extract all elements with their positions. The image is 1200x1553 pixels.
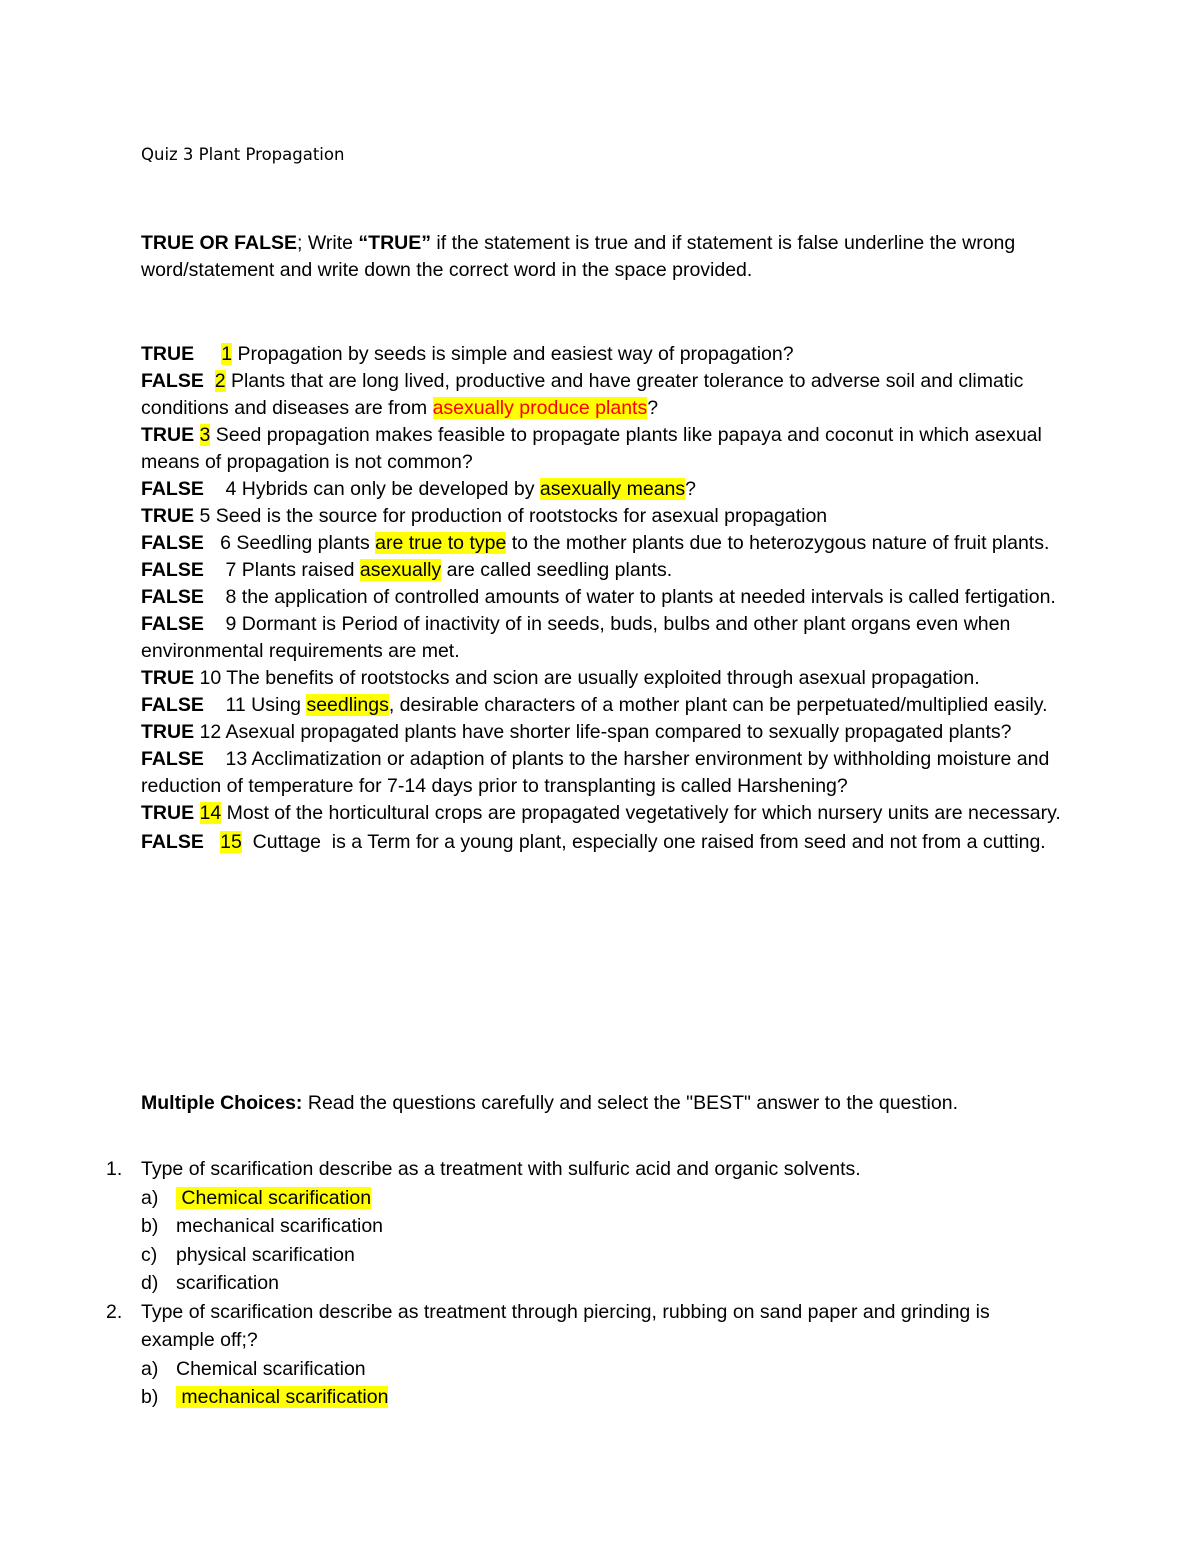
tf-statement: 5 Seed is the source for production of rootstocks for asexual propagation	[199, 505, 828, 527]
mc-option	[0, 1269, 1200, 1298]
tf-number: 15	[220, 831, 242, 853]
question-number: 2.	[106, 1300, 123, 1323]
tf-number: 2	[214, 370, 226, 392]
section-label: Multiple Choices:	[141, 1092, 303, 1114]
instruction-text: if the statement is true and if statement is false underline the wrong word/statement and write down the correct word in the space provided.	[141, 232, 1016, 281]
tf-highlighted-phrase: are true to type	[375, 532, 507, 554]
option-text: mechanical scarification	[176, 1215, 384, 1237]
tf-verdict: FALSE	[141, 532, 204, 554]
option-text-selected: mechanical scarification	[176, 1386, 389, 1408]
tf-statement: Seed propagation makes feasible to propagate plants like papaya and coconut in which asexual means of propagation is not common?	[141, 424, 1042, 473]
option-letter: a)	[141, 1186, 159, 1209]
option-text-selected: Chemical scarification	[176, 1186, 372, 1209]
question-text: Type of scarification describe as a treatment with sulfuric acid and organic solvents.	[141, 1158, 861, 1180]
tf-verdict: FALSE	[141, 478, 204, 500]
tf-item-6: FALSE 6 Seedling plants are true to type to the mother plants due to heterozygous nature of fruit plants.	[141, 532, 1050, 554]
multiple-choice-list	[0, 1155, 1200, 1412]
tf-highlighted-phrase: asexually produce plants	[432, 397, 648, 419]
tf-verdict: FALSE	[141, 748, 204, 770]
tf-statement: 9 Dormant is Period of inactivity of in seeds, buds, bulbs and other plant organs even when environmental requirements are met.	[141, 613, 1011, 662]
tf-statement: Cuttage is a Term for a young plant, especially one raised from seed and not from a cutting.	[241, 831, 1046, 853]
tf-number: 3	[199, 424, 211, 446]
tf-verdict: TRUE	[141, 505, 195, 527]
mc-option	[0, 1241, 1200, 1270]
tf-statement: 7 Plants raised	[225, 559, 360, 581]
tf-item-2: FALSE 2 Plants that are long lived, productive and have greater tolerance to adverse soil and climatic conditions and diseases are from asexually produce plants?	[141, 370, 1024, 419]
tf-statement: Plants that are long lived, productive and have greater tolerance to adverse soil and climatic conditions and diseases are from	[141, 370, 1024, 419]
tf-item-5	[141, 503, 1076, 530]
option-letter: b)	[141, 1215, 159, 1237]
tf-verdict: TRUE	[141, 343, 195, 365]
tf-item-11: FALSE 11 Using seedlings, desirable characters of a mother plant can be perpetuated/multiplied easily.	[141, 694, 1048, 716]
tf-statement: 10 The benefits of rootstocks and scion are usually exploited through asexual propagation.	[199, 667, 980, 689]
option-letter: b)	[141, 1386, 159, 1408]
option-letter: a)	[141, 1357, 159, 1380]
tf-item-9	[141, 611, 1076, 665]
tf-number: 1	[221, 343, 233, 365]
option-text: Chemical scarification	[176, 1357, 366, 1380]
true-keyword: “TRUE”	[358, 232, 432, 254]
mc-option	[0, 1355, 1200, 1384]
tf-verdict: TRUE	[141, 721, 195, 743]
mc-option	[0, 1184, 1200, 1213]
true-false-list	[141, 341, 1076, 857]
tf-item-7: FALSE 7 Plants raised asexually are called seedling plants.	[141, 559, 673, 581]
tf-highlighted-phrase: asexually	[359, 559, 442, 581]
instruction-text: ; Write	[297, 232, 359, 254]
question-number: 1.	[106, 1158, 123, 1180]
mc-question-2	[0, 1298, 1066, 1355]
tf-item-13	[141, 746, 1076, 800]
tf-verdict: TRUE	[141, 667, 195, 689]
option-letter: d)	[141, 1272, 159, 1294]
mc-option	[0, 1383, 1200, 1412]
tf-highlighted-phrase: seedlings	[306, 694, 389, 716]
tf-highlighted-phrase: asexually means	[539, 478, 686, 500]
tf-verdict: FALSE	[141, 559, 204, 581]
tf-statement: Propagation by seeds is simple and easiest way of propagation?	[232, 343, 794, 365]
tf-item-1	[141, 341, 1076, 368]
option-letter: c)	[141, 1243, 158, 1266]
tf-verdict: TRUE	[141, 424, 195, 446]
tf-number: 14	[199, 802, 222, 824]
tf-verdict: FALSE	[141, 370, 204, 392]
tf-verdict: FALSE	[141, 831, 204, 853]
tf-item-12	[141, 719, 1076, 746]
tf-item-14	[141, 800, 1076, 827]
tf-item-8	[141, 584, 1076, 611]
tf-statement: 13 Acclimatization or adaption of plants to the harsher environment by withholding moisture and reduction of temperature for 7-14 days prior to transplanting is called Harshening?	[141, 748, 1050, 797]
multiple-choice-instructions	[141, 1090, 1081, 1117]
tf-statement: Most of the horticultural crops are propagated vegetatively for which nursery units are necessary.	[221, 802, 1061, 824]
tf-verdict: FALSE	[141, 613, 204, 635]
option-text: scarification	[176, 1272, 279, 1294]
tf-verdict: FALSE	[141, 694, 204, 716]
tf-statement: 12 Asexual propagated plants have shorter life-span compared to sexually propagated plants?	[199, 721, 1012, 743]
tf-verdict: TRUE	[141, 802, 195, 824]
tf-statement: 4 Hybrids can only be developed by	[225, 478, 540, 500]
mc-option	[0, 1212, 1200, 1241]
instruction-text: Read the questions carefully and select the "BEST" answer to the question.	[302, 1092, 958, 1114]
tf-verdict: FALSE	[141, 586, 204, 608]
document-title: Quiz 3 Plant Propagation	[141, 145, 345, 164]
tf-statement: 8 the application of controlled amounts of water to plants at needed intervals is called fertigation.	[225, 586, 1056, 608]
tf-item-4: FALSE 4 Hybrids can only be developed by asexually means?	[141, 478, 696, 500]
tf-statement: 6 Seedling plants	[220, 532, 376, 554]
mc-question-1	[0, 1155, 1066, 1184]
tf-item-10	[141, 665, 1076, 692]
tf-statement: 11 Using	[225, 694, 307, 716]
question-text: Type of scarification describe as treatment through piercing, rubbing on sand paper and grinding is example off;?	[141, 1300, 990, 1351]
tf-item-3	[141, 422, 1076, 476]
tf-item-15	[141, 827, 1076, 857]
option-text: physical scarification	[176, 1243, 355, 1266]
section-label: TRUE OR FALSE	[141, 232, 298, 254]
true-false-instructions	[141, 230, 1081, 284]
